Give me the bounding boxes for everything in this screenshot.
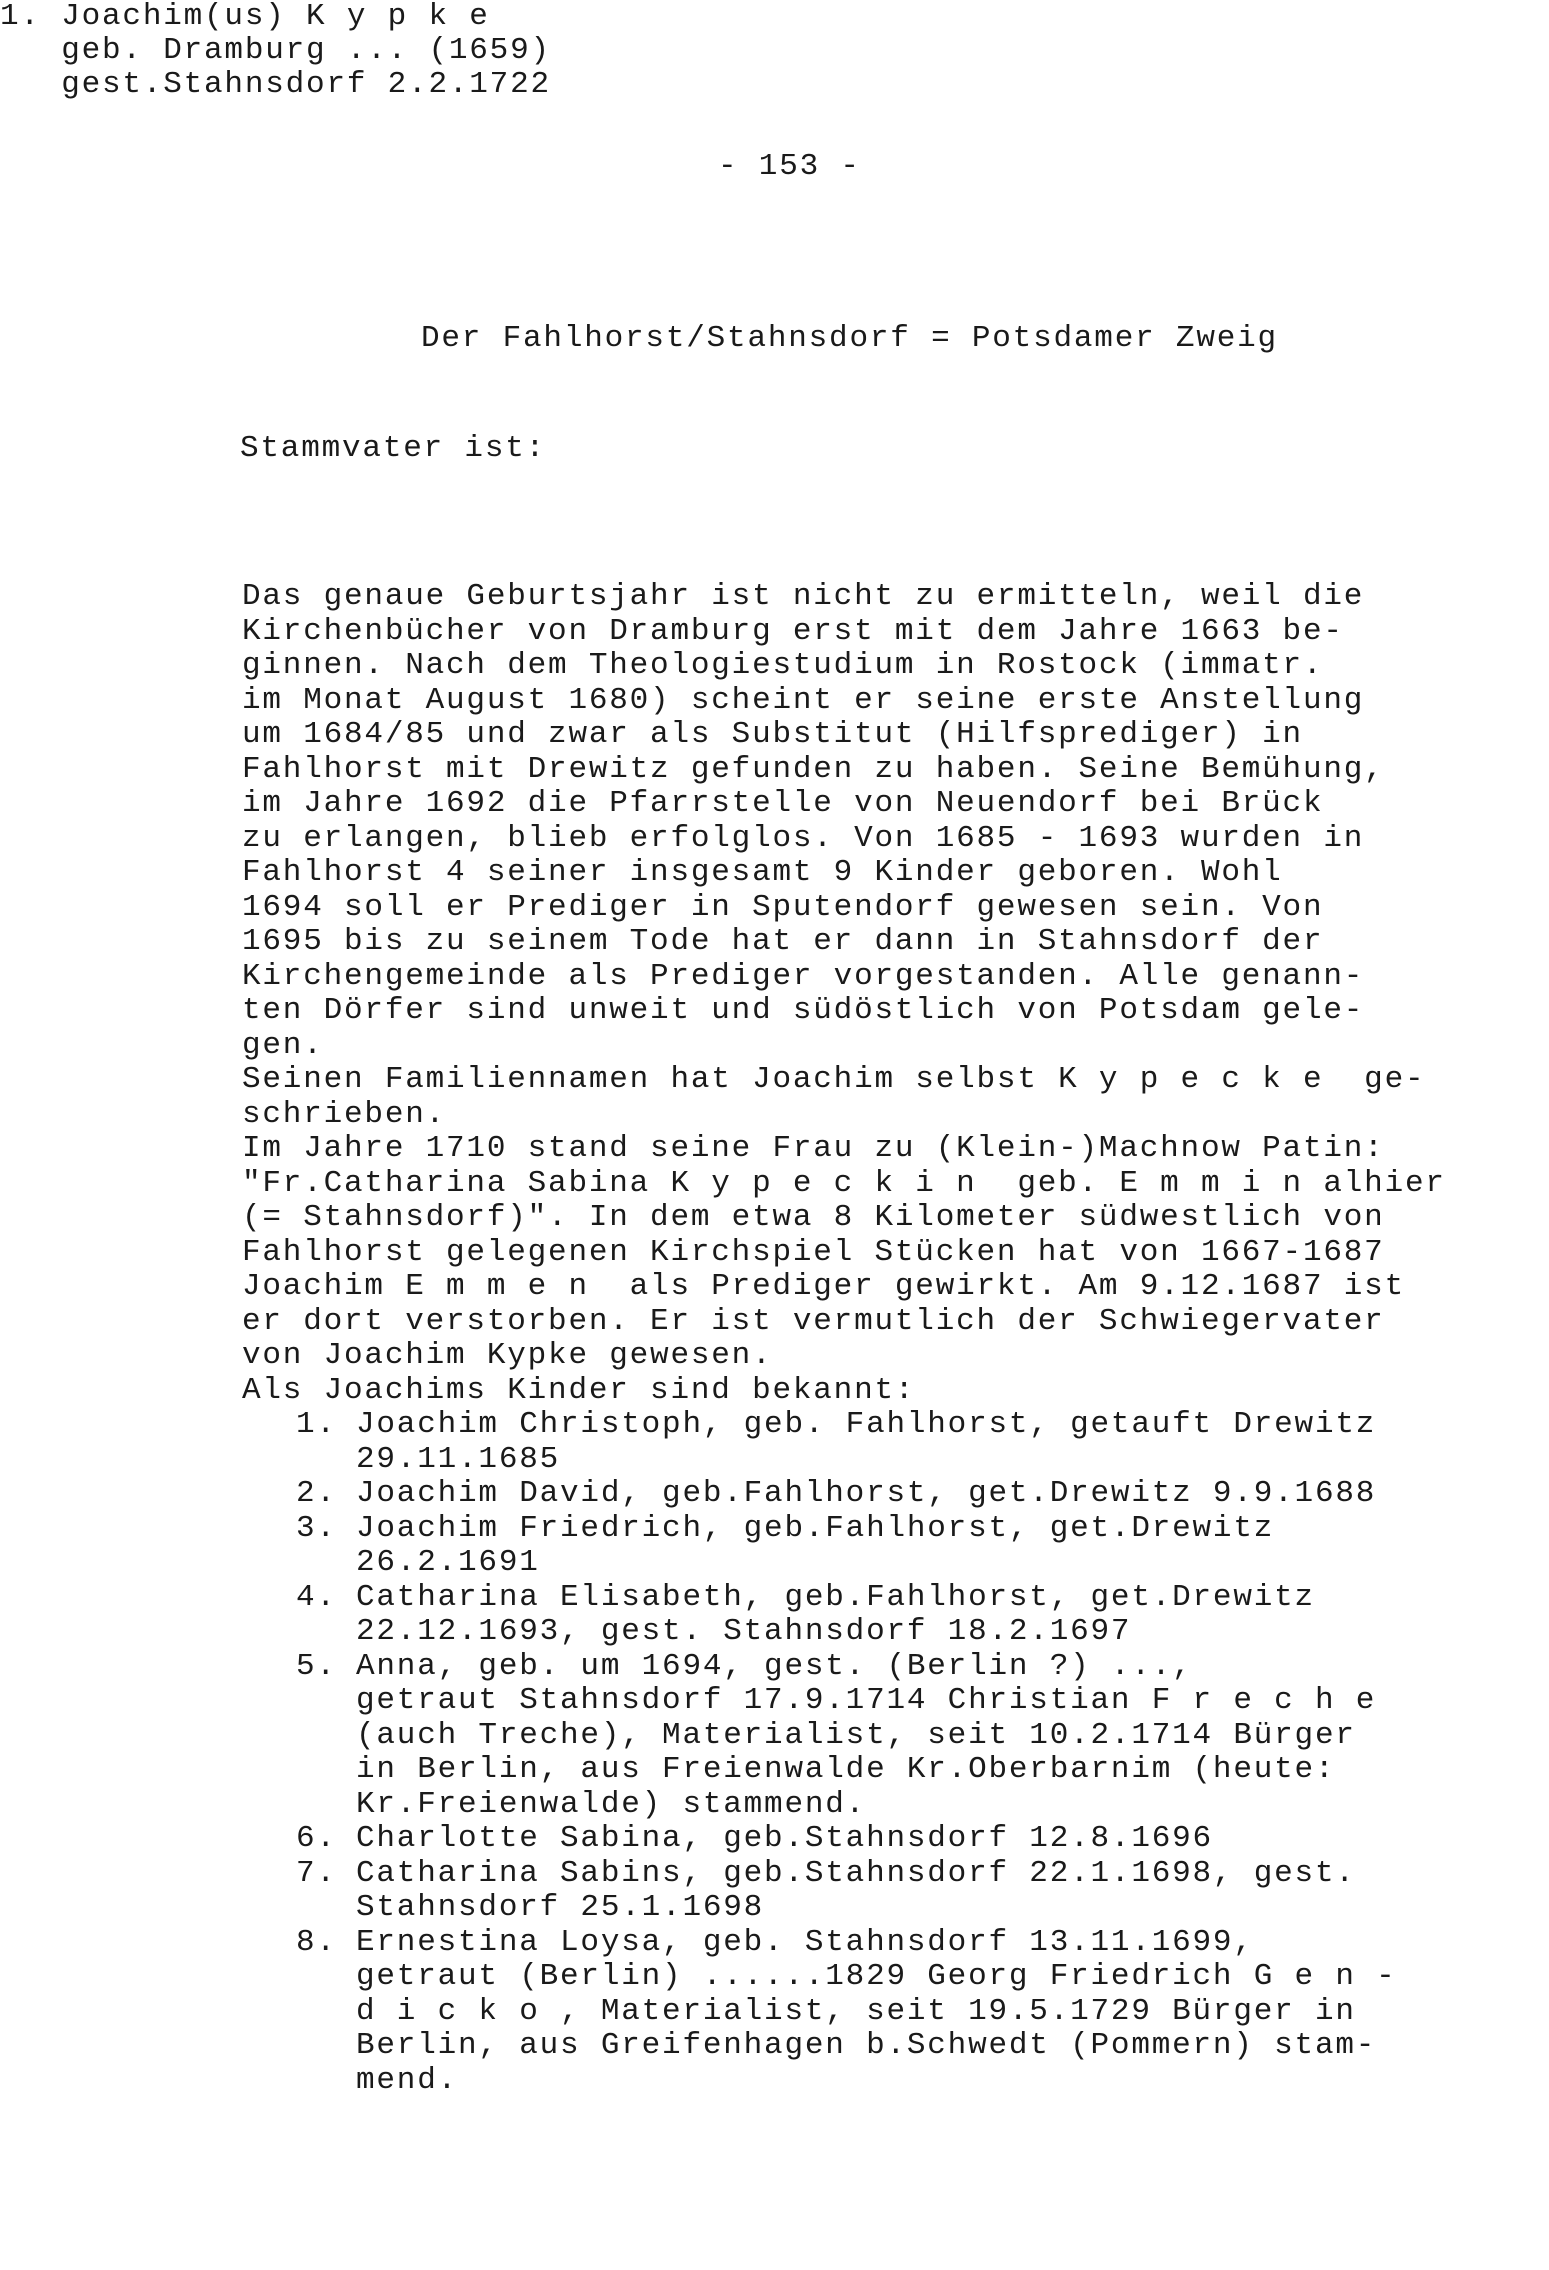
body-line: Kirchengemeinde als Prediger vorgestanden. Alle genann- bbox=[242, 958, 1365, 994]
child-list-item bbox=[242, 1512, 1446, 1547]
body-line: ten Dörfer sind unweit und südöstlich von Potsdam gele- bbox=[242, 993, 1365, 1028]
child-list-item bbox=[242, 1822, 1446, 1857]
list-text: Joachim David, geb.Fahlhorst, get.Drewitz 9.9.1688 bbox=[356, 1476, 1377, 1511]
body-line: gen. bbox=[242, 1027, 324, 1063]
body-line: "Fr.Catharina Sabina K y p e c k i n geb. E m m i n alhier bbox=[242, 1165, 1446, 1201]
body-line: zu erlangen, blieb erfolglos. Von 1685 - 1693 wurden in bbox=[242, 820, 1365, 856]
body-line: von Joachim Kypke gewesen. bbox=[242, 1338, 773, 1373]
section-title: Der Fahlhorst/Stahnsdorf = Potsdamer Zweig bbox=[421, 321, 1278, 356]
list-text: Joachim Friedrich, geb.Fahlhorst, get.Drewitz bbox=[356, 1510, 1275, 1546]
body-line: Das genaue Geburtsjahr ist nicht zu ermitteln, weil die bbox=[242, 579, 1365, 614]
body-line: Im Jahre 1710 stand seine Frau zu (Klein-)Machnow Patin: bbox=[242, 1131, 1385, 1166]
body-line: Fahlhorst 4 seiner insgesamt 9 Kinder geboren. Wohl bbox=[242, 855, 1283, 890]
child-list-item bbox=[242, 1926, 1446, 1961]
child-list-item-continuation: Kr.Freienwalde) stammend. bbox=[356, 1786, 867, 1822]
child-list-item-continuation: d i c k o , Materialist, seit 19.5.1729 Bürger in bbox=[356, 1993, 1356, 2029]
intro-label: Stammvater ist: bbox=[240, 431, 547, 466]
child-list-item-continuation: 29.11.1685 bbox=[356, 1441, 561, 1477]
child-list-item-continuation: Berlin, aus Greifenhagen b.Schwedt (Pommern) stam- bbox=[356, 2028, 1377, 2063]
list-text: Charlotte Sabina, geb.Stahnsdorf 12.8.1696 bbox=[356, 1821, 1213, 1856]
entry-line: geb. Dramburg ... (1659) bbox=[0, 33, 551, 68]
list-text: Joachim Christoph, geb. Fahlhorst, getauft Drewitz bbox=[356, 1407, 1377, 1442]
entry-line: 1. Joachim(us) K y p k e bbox=[0, 0, 490, 34]
list-number: 8. bbox=[296, 1924, 337, 1960]
body-line: Fahlhorst mit Drewitz gefunden zu haben. Seine Bemühung, bbox=[242, 751, 1385, 787]
child-list-item bbox=[242, 1408, 1446, 1443]
body-line: Kirchenbücher von Dramburg erst mit dem Jahre 1663 be- bbox=[242, 613, 1344, 649]
body-text bbox=[242, 580, 1446, 2098]
child-list-item-continuation: (auch Treche), Materialist, seit 10.2.1714 Bürger bbox=[356, 1717, 1356, 1753]
child-list-item-continuation: 22.12.1693, gest. Stahnsdorf 18.2.1697 bbox=[356, 1614, 1132, 1649]
body-line: ginnen. Nach dem Theologiestudium in Rostock (immatr. bbox=[242, 648, 1324, 683]
entry-line: gest.Stahnsdorf 2.2.1722 bbox=[0, 67, 551, 102]
child-list-item-continuation: in Berlin, aus Freienwalde Kr.Oberbarnim (heute: bbox=[356, 1752, 1336, 1787]
body-line: 1695 bis zu seinem Tode hat er dann in Stahnsdorf der bbox=[242, 924, 1324, 959]
body-line: 1694 soll er Prediger in Sputendorf gewesen sein. Von bbox=[242, 889, 1324, 925]
child-list-item-continuation: getraut Stahnsdorf 17.9.1714 Christian F r e c h e bbox=[356, 1683, 1377, 1718]
list-number: 7. bbox=[296, 1855, 337, 1891]
list-number: 4. bbox=[296, 1579, 337, 1615]
child-list-item bbox=[242, 1477, 1446, 1512]
child-list-item-continuation: Stahnsdorf 25.1.1698 bbox=[356, 1890, 765, 1925]
body-line: er dort verstorben. Er ist vermutlich der Schwiegervater bbox=[242, 1303, 1385, 1339]
body-line: im Jahre 1692 die Pfarrstelle von Neuendorf bei Brück bbox=[242, 786, 1324, 821]
body-line: Joachim E m m e n als Prediger gewirkt. Am 9.12.1687 ist bbox=[242, 1269, 1405, 1304]
body-line: im Monat August 1680) scheint er seine erste Anstellung bbox=[242, 682, 1365, 718]
child-list-item bbox=[242, 1857, 1446, 1892]
body-line: Fahlhorst gelegenen Kirchspiel Stücken hat von 1667-1687 bbox=[242, 1234, 1385, 1270]
child-list-item bbox=[242, 1581, 1446, 1616]
list-number: 6. bbox=[296, 1821, 337, 1856]
list-text: Ernestina Loysa, geb. Stahnsdorf 13.11.1699, bbox=[356, 1924, 1254, 1960]
child-list-item-continuation: 26.2.1691 bbox=[356, 1545, 540, 1580]
page-number: - 153 - bbox=[718, 149, 861, 184]
body-line: um 1684/85 und zwar als Substitut (Hilfsprediger) in bbox=[242, 717, 1303, 752]
body-line: schrieben. bbox=[242, 1096, 447, 1132]
progenitor-entry bbox=[0, 0, 1549, 102]
child-list-item-continuation: getraut (Berlin) ......1829 Georg Friedrich G e n - bbox=[356, 1959, 1397, 1994]
child-list-item bbox=[242, 1650, 1446, 1685]
list-number: 2. bbox=[296, 1476, 337, 1511]
body-line: (= Stahnsdorf)". In dem etwa 8 Kilometer südwestlich von bbox=[242, 1200, 1385, 1235]
list-text: Anna, geb. um 1694, gest. (Berlin ?) ..., bbox=[356, 1648, 1193, 1684]
list-text: Catharina Elisabeth, geb.Fahlhorst, get.Drewitz bbox=[356, 1579, 1315, 1615]
list-number: 3. bbox=[296, 1510, 337, 1546]
child-list-item-continuation: mend. bbox=[356, 2062, 459, 2098]
body-line: Als Joachims Kinder sind bekannt: bbox=[242, 1372, 916, 1408]
body-line: Seinen Familiennamen hat Joachim selbst K y p e c k e ge- bbox=[242, 1062, 1426, 1097]
list-number: 1. bbox=[296, 1407, 337, 1442]
list-number: 5. bbox=[296, 1648, 337, 1684]
list-text: Catharina Sabins, geb.Stahnsdorf 22.1.1698, gest. bbox=[356, 1855, 1356, 1891]
